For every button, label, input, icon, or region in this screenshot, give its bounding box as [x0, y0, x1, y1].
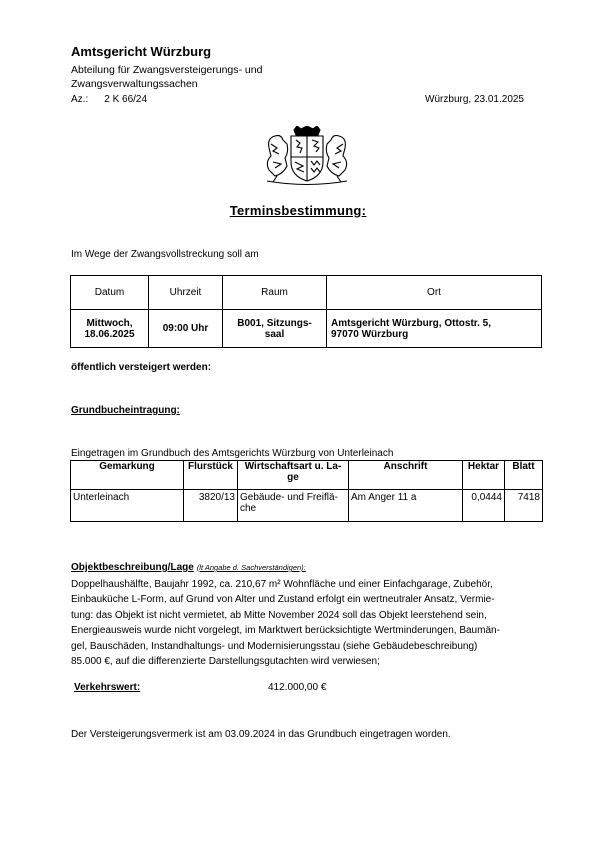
description-line: Energieausweis wurde nicht vorgelegt, im Marktwert berücksichtigte Wertminderungen, Baumän-: [71, 625, 500, 637]
case-number-value: 2 K 66/24: [104, 94, 148, 105]
property-description-heading: [71, 562, 306, 573]
raum-line-2: saal: [264, 328, 285, 340]
land-register-header: [71, 461, 543, 490]
expert-note: (lt Angabe d. Sachverständigen):: [196, 563, 306, 572]
header-anschrift: Anschrift: [349, 461, 463, 490]
cell-blatt: 7418: [505, 490, 543, 522]
description-line: tung: das Objekt ist nicht vermietet, ab Mitte November 2024 soll das Objekt leerstehend sein,: [71, 609, 487, 621]
place-and-date: Würzburg, 23.01.2025: [425, 94, 524, 105]
termin-table-row: [71, 310, 542, 348]
market-value-amount: 412.000,00 €: [268, 682, 327, 693]
header-gemarkung: Gemarkung: [71, 461, 184, 490]
market-value-label: Verkehrswert:: [74, 682, 141, 693]
auction-statement: öffentlich versteigert werden:: [71, 362, 212, 373]
cell-uhrzeit: 09:00 Uhr: [149, 310, 223, 348]
header-uhrzeit: Uhrzeit: [149, 276, 223, 310]
description-line: Einbauküche L-Form, auf Grund von Alter und Zustand erfolgt ein wertneutraler Ansatz, Vermie-: [71, 594, 495, 606]
case-number-label: Az.:: [71, 94, 89, 105]
wirtschaftsart-header-line-1: Wirtschaftsart u. La-: [244, 461, 342, 472]
cell-gemarkung: Unterleinach: [71, 490, 184, 522]
wirtschaftsart-line-2: che: [240, 503, 257, 514]
property-description-title: Objektbeschreibung/Lage: [71, 562, 194, 573]
description-line: Doppelhaushälfte, Baujahr 1992, ca. 210,67 m² Wohnfläche und einer Einfachgarage, Zubehör,: [71, 579, 493, 590]
land-register-heading: Grundbucheintragung:: [71, 405, 180, 416]
termin-table: [70, 275, 542, 348]
cell-wirtschaftsart: [238, 490, 349, 522]
department: [71, 63, 301, 91]
wirtschaftsart-line-1: Gebäude- und Freiflä-: [240, 492, 338, 503]
header-flurstueck: Flurstück: [184, 461, 238, 490]
cell-anschrift: Am Anger 11 a: [349, 490, 463, 522]
raum-line-1: B001, Sitzungs-: [237, 317, 312, 329]
department-line-2: Zwangsverwaltungssachen: [71, 78, 198, 90]
cell-raum: [223, 310, 327, 348]
department-line-1: Abteilung für Zwangsversteigerungs- und: [71, 64, 263, 76]
header-blatt: Blatt: [505, 461, 543, 490]
land-register-row: [71, 490, 543, 522]
ort-line-2: 97070 Würzburg: [331, 328, 409, 340]
cell-ort: [327, 310, 542, 348]
header-ort: Ort: [327, 276, 542, 310]
bavarian-coat-of-arms-seal: [263, 126, 351, 186]
case-number: [71, 94, 147, 105]
intro-text: Im Wege der Zwangsvollstreckung soll am: [71, 249, 259, 260]
land-register-intro: Eingetragen im Grundbuch des Amtsgerichts Würzburg von Unterleinach: [71, 448, 394, 459]
ort-line-1: Amtsgericht Würzburg, Ottostr. 5,: [331, 317, 492, 329]
footer-note: Der Versteigerungsvermerk ist am 03.09.2024 in das Grundbuch eingetragen worden.: [71, 729, 451, 740]
description-line: gel, Bauschäden, Instandhaltungs- und Modernisierungsstau (siehe Gebäudebeschreibung): [71, 640, 478, 652]
court-name: Amtsgericht Würzburg: [71, 44, 212, 59]
wirtschaftsart-header-line-2: ge: [287, 472, 299, 483]
cell-datum: [71, 310, 149, 348]
property-description-text: [71, 577, 543, 669]
cell-flurstueck: 3820/13: [184, 490, 238, 522]
document-heading: Terminsbestimmung:: [229, 203, 367, 218]
header-raum: Raum: [223, 276, 327, 310]
termin-table-header: [71, 276, 542, 310]
header-datum: Datum: [71, 276, 149, 310]
cell-hektar: 0,0444: [463, 490, 505, 522]
datum-weekday: Mittwoch,: [86, 317, 133, 329]
datum-date: 18.06.2025: [84, 328, 135, 340]
description-line: 85.000 €, auf die differenzierte Darstellungsgutachten wird verwiesen;: [71, 656, 380, 668]
header-wirtschaftsart: [238, 461, 349, 490]
land-register-table: [70, 460, 543, 522]
header-hektar: Hektar: [463, 461, 505, 490]
